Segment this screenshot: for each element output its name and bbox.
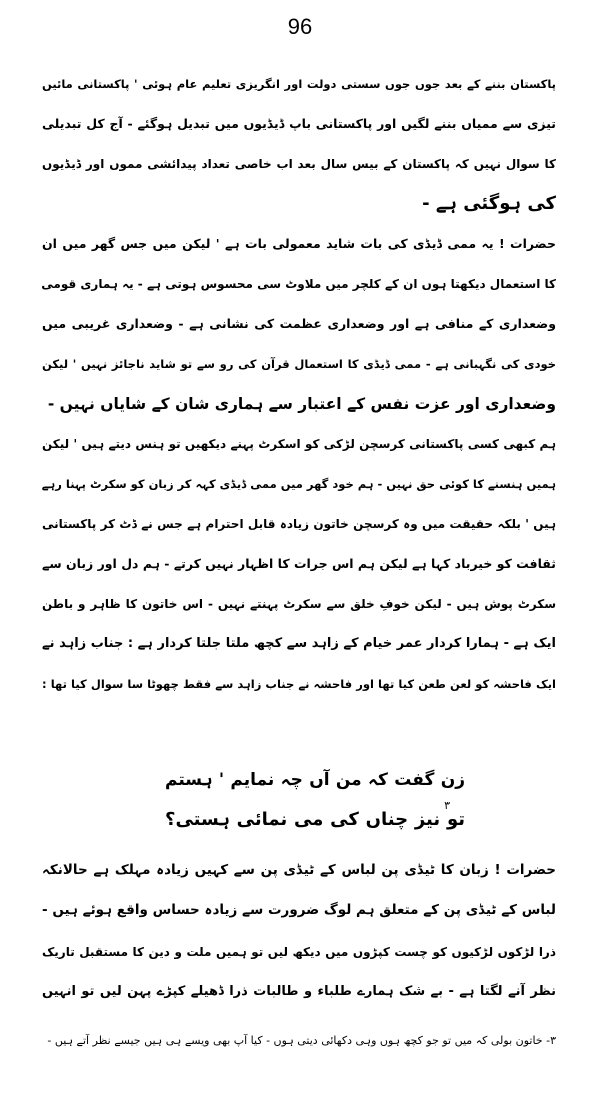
paragraph-2-line-1: حضرات ! یہ ممی ڈیڈی کی بات شاید معمولی بات ہے ' لیکن میں جس گھر میں ان: [42, 236, 556, 251]
paragraph-3-line-5: سکرٹ پوش ہیں - لیکن خوفِ خلق سے سکرٹ پہنتے نہیں - اس خاتون کا ظاہر و باطن: [42, 597, 556, 611]
closing-paragraph-line-1: حضرات ! زبان کا ٹیڈی پن لباس کے ٹیڈی پن سے کہیں زیادہ مہلک ہے حالانکہ: [42, 862, 556, 878]
verse-footnote-mark: ۳: [444, 799, 450, 812]
closing-paragraph-line-3: ذرا لڑکوں لڑکیوں کو چست کپڑوں میں دیکھ لیں تو ہمیں ملت و دین کا مستقبل تاریک: [42, 945, 556, 959]
verse-line-2: تو نیز چناں کی می نمائی ہستی؟: [165, 809, 465, 830]
paragraph-2-line-2: کا استعمال دیکھتا ہوں ان کے کلچر میں ملاوٹ سی محسوس ہوتی ہے - یہ ہماری قومی: [41, 277, 556, 291]
paragraph-1-line-4: کی ہوگئی ہے -: [422, 193, 556, 214]
paragraph-1-line-2: تیزی سے ممیاں بننے لگیں اور پاکستانی باپ ڈیڈیوں میں تبدیل ہوگئے - آج کل تبدیلی: [42, 116, 556, 131]
paragraph-1-line-3: کا سوال نہیں کہ پاکستان کے بیس سال بعد اب خاصی تعداد پیدائشی مموں اور ڈیڈیوں: [42, 157, 556, 171]
paragraph-3-line-1: ہم کبھی کسی پاکستانی کرسچن لڑکی کو اسکرٹ پہنے دیکھیں تو ہنس دیتے ہیں ' لیکن: [42, 437, 556, 451]
closing-paragraph-line-4: نظر آنے لگتا ہے - بے شک ہمارے طلباء و طالبات ذرا ڈھیلے کپڑے پہن لیں تو انہیں: [42, 984, 556, 999]
verse-line-1: زن گفت کہ من آں چہ نمایم ' ہستم: [165, 770, 465, 790]
paragraph-3-line-7: ایک فاحشہ کو لعن طعن کیا تھا اور فاحشہ نے جناب زاہد سے فقط چھوٹا سا سوال کیا تھا :: [42, 677, 556, 691]
paragraph-3-line-4: ثقافت کو خیرباد کہا ہے لیکن ہم اس جرات کا اظہار نہیں کرتے - ہم دل اور زبان سے: [42, 556, 556, 571]
closing-paragraph-line-2: لباس کے ٹیڈی پن کے متعلق ہم لوگ ضرورت سے زیادہ حساس واقع ہوئے ہیں -: [42, 902, 556, 918]
paragraph-2-line-3: وضعداری کے منافی ہے اور وضعداری عظمت کی نشانی ہے - وضعداری غریبی میں: [42, 316, 556, 331]
paragraph-3-line-6: ایک ہے - ہمارا کردار عمر خیام کے زاہد سے کچھ ملتا جلتا کردار ہے : جناب زاہد نے: [42, 636, 556, 651]
paragraph-3-line-3: ہیں ' بلکہ حقیقت میں وہ کرسچن خاتون زیادہ قابل احترام ہے جس نے ڈٹ کر پاکستانی: [42, 517, 556, 531]
page-number: 96: [287, 14, 313, 39]
paragraph-2-line-4: خودی کی نگہبانی ہے - ممی ڈیڈی کا استعمال قرآن کی رو سے تو شاید ناجائز نہیں ' لیکن: [42, 357, 556, 371]
paragraph-3-line-2: ہمیں ہنسنے کا کوئی حق نہیں - ہم خود گھر میں ممی ڈیڈی کہہ کر زبان کو سکرٹ پہنا رہے: [41, 477, 556, 491]
paragraph-1-line-1: پاکستان بننے کے بعد جوں جوں سستی دولت اور انگریزی تعلیم عام ہوئی ' پاکستانی مائیں: [42, 77, 556, 91]
paragraph-2-line-5: وضعداری اور عزت نفس کے اعتبار سے ہماری شان کے شایاں نہیں -: [47, 395, 556, 413]
footnote: ۳- خاتون بولی کہ میں تو جو کچھ ہوں وہی دکھائی دیتی ہوں - کیا آپ بھی ویسے ہی ہیں جیسے نظر آتے ہیں -: [47, 1034, 556, 1047]
